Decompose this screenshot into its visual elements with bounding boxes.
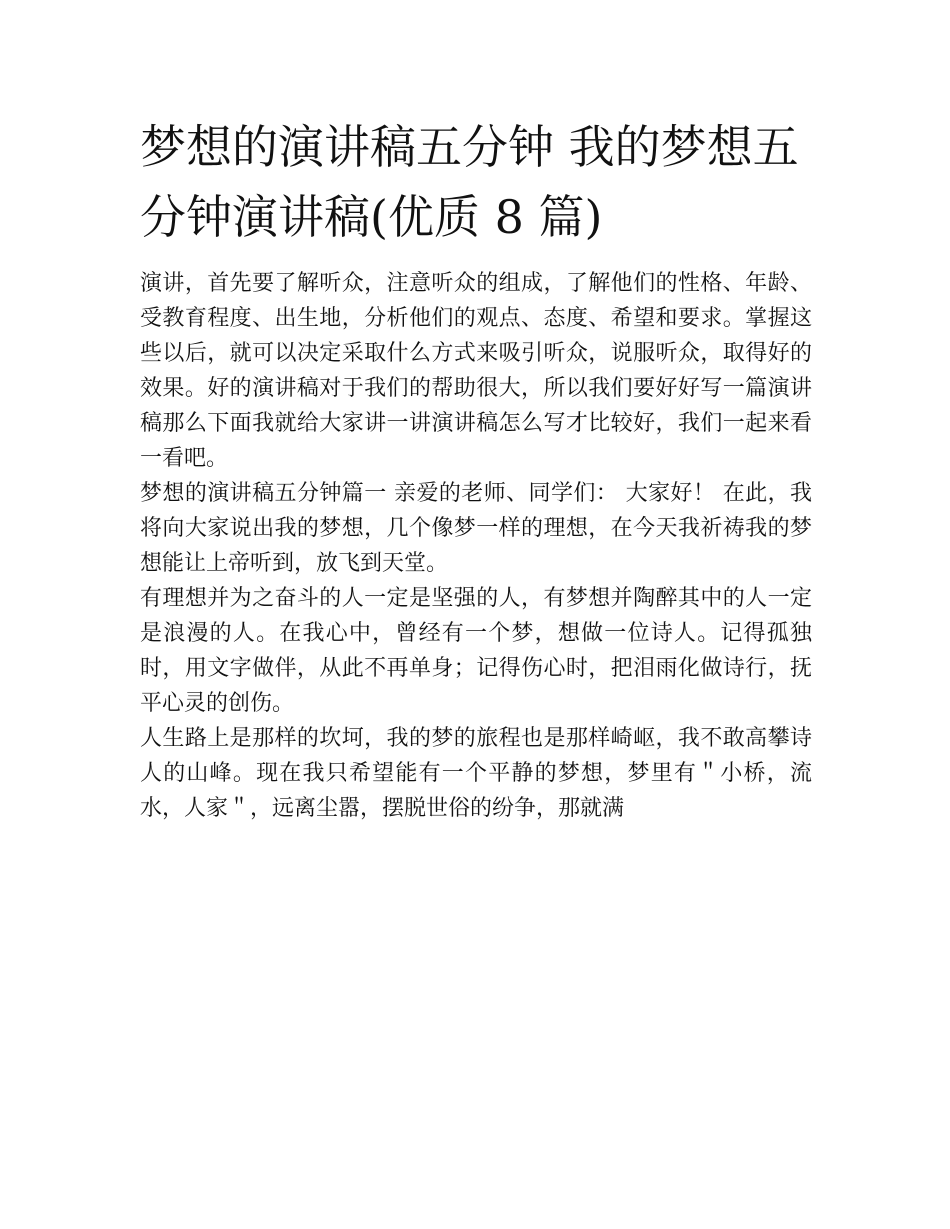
paragraph-speech-one-opening: 梦想的演讲稿五分钟篇一 亲爱的老师、同学们： 大家好！ 在此，我将向大家说出我的梦想，几个像梦一样的理想，在今天我祈祷我的梦想能让上帝听到，放飞到天堂。 bbox=[140, 481, 812, 576]
paragraph-intro: 演讲，首先要了解听众，注意听众的组成，了解他们的性格、年龄、受教育程度、出生地，分析他们的观点、态度、希望和要求。掌握这些以后，就可以决定采取什么方式来吸引听众，说服听众，取得好的效果。好的演讲稿对于我们的帮助很大，所以我们要好好写一篇演讲稿那么下面我就给大家讲一讲演讲稿怎么写才比较好，我们一起来看一看吧。 bbox=[140, 271, 812, 471]
document-title: 梦想的演讲稿五分钟 我的梦想五分钟演讲稿(优质 8 篇) bbox=[140, 120, 799, 244]
document-page bbox=[140, 112, 812, 826]
paragraph-life-road: 人生路上是那样的坎坷，我的梦的旅程也是那样崎岖，我不敢高攀诗人的山峰。现在我只希望能有一个平静的梦想，梦里有＂小桥，流水，人家＂，远离尘嚣，摆脱世俗的纷争，那就满 bbox=[140, 726, 812, 821]
paragraph-poet-dream: 有理想并为之奋斗的人一定是坚强的人，有梦想并陶醉其中的人一定是浪漫的人。在我心中，曾经有一个梦，想做一位诗人。记得孤独时，用文字做伴，从此不再单身；记得伤心时，把泪雨化做诗行，抚平心灵的创伤。 bbox=[140, 586, 812, 716]
